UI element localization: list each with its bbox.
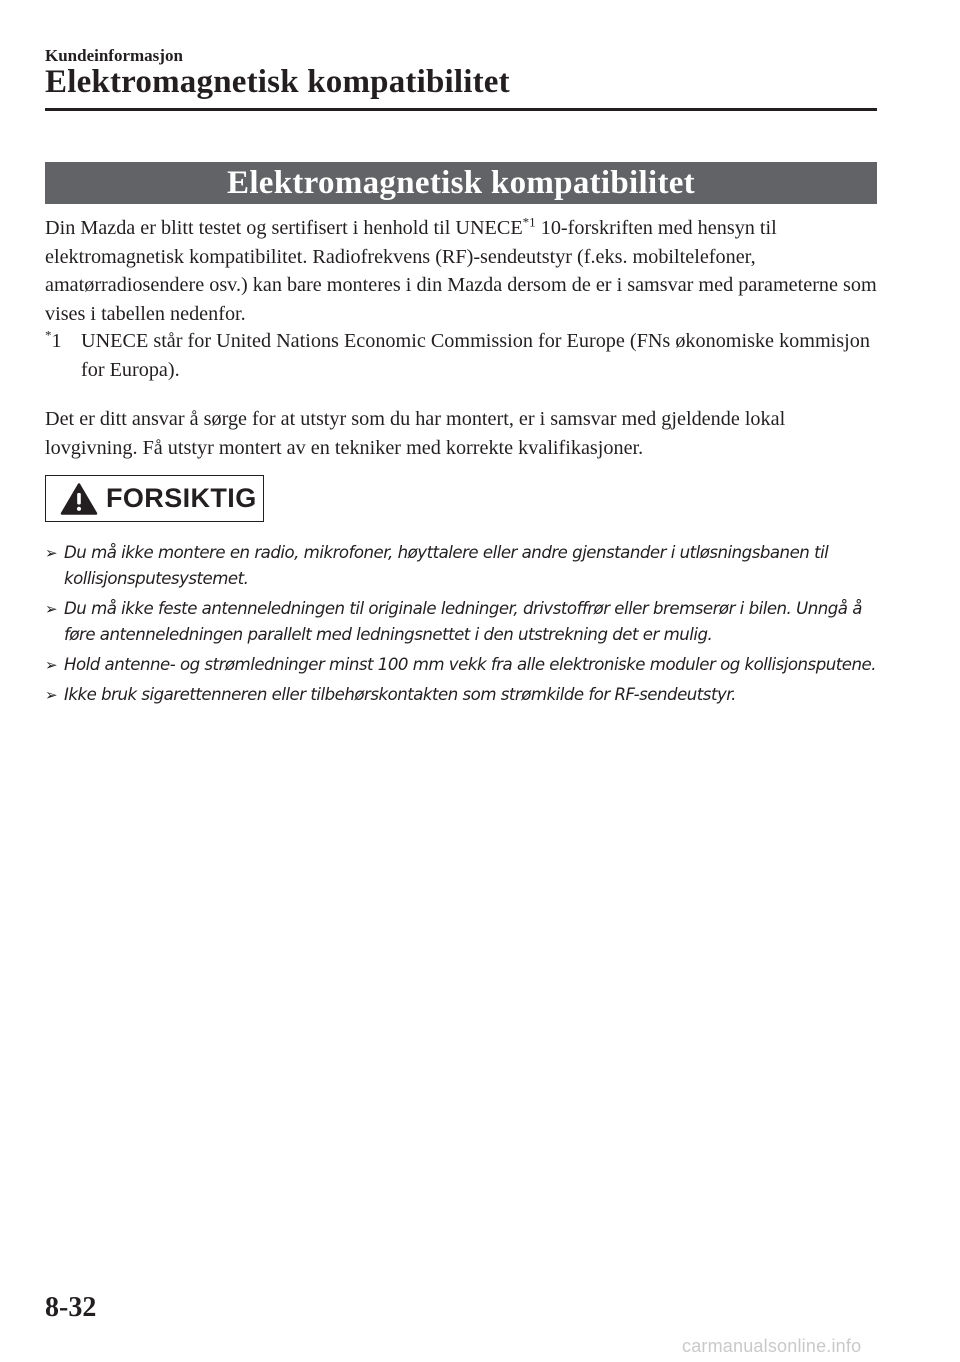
caution-item-text: Hold antenne- og strømledninger minst 100 mm vekk fra alle elektroniske moduler og kollisjonsputene. xyxy=(64,654,876,674)
page-title: Elektromagnetisk kompatibilitet xyxy=(45,64,510,100)
footnote-marker-number: 1 xyxy=(51,330,62,352)
caution-item xyxy=(45,682,880,708)
intro-text-start: Din Mazda er blitt testet og sertifisert i henhold til UNECE xyxy=(45,217,523,239)
responsibility-paragraph: Det er ditt ansvar å sørge for at utstyr som du har montert, er i samsvar med gjeldende lokal lovgivning. Få utstyr montert av en tekniker med korrekte kvalifikasjoner. xyxy=(45,408,786,459)
warning-triangle-icon xyxy=(60,482,98,516)
watermark-link[interactable]: carmanualsonline.info xyxy=(682,1336,862,1356)
page-number: 8-32 xyxy=(45,1292,97,1323)
arrow-bullet-icon: ➢ xyxy=(45,544,58,562)
section-label: Kundeinformasjon xyxy=(45,46,183,65)
caution-item xyxy=(45,540,880,592)
footnote-marker xyxy=(45,327,81,384)
footnote-text: UNECE står for United Nations Economic Commission for Europe (FNs økonomiske kommisjon for Europa). xyxy=(81,330,870,381)
caution-item-text: Du må ikke montere en radio, mikrofoner, høyttalere eller andre gjenstander i utløsningsbanen til kollisjonsputesystemet. xyxy=(64,543,829,589)
header-divider xyxy=(45,108,877,111)
caution-item-text: Du må ikke feste antenneledningen til originale ledninger, drivstoffrør eller bremserør i bilen. Unngå å føre antenneledningen parallelt med ledningsnettet i den utstrekning det er mulig. xyxy=(64,598,862,645)
footnote-marker-asterisk: * xyxy=(45,327,52,343)
section-banner xyxy=(45,162,877,204)
arrow-bullet-icon: ➢ xyxy=(45,655,58,674)
intro-paragraph xyxy=(45,214,880,328)
arrow-bullet-icon: ➢ xyxy=(45,685,58,704)
arrow-bullet-icon: ➢ xyxy=(45,599,58,618)
caution-list xyxy=(45,540,880,711)
footnote-reference: *1 xyxy=(522,214,536,230)
section-banner-title: Elektromagnetisk kompatibilitet xyxy=(227,164,695,201)
intro-text-end: 10-forskriften med hensyn til elektromagnetisk kompatibilitet. Radiofrekvens (RF)-sendeutstyr (f.eks. mobiltelefoner, amatørradiosendere osv.) kan bare monteres i din Mazda dersom de er i samsvar med parameterne som vises i tabellen nedenfor. xyxy=(45,217,877,325)
caution-item xyxy=(45,596,880,648)
footnote xyxy=(45,327,880,384)
caution-label: FORSIKTIG xyxy=(106,483,257,513)
caution-item-text: Ikke bruk sigarettenneren eller tilbehørskontakten som strømkilde for RF-sendeutstyr. xyxy=(64,684,736,704)
caution-item xyxy=(45,652,880,678)
caution-header xyxy=(45,475,264,522)
